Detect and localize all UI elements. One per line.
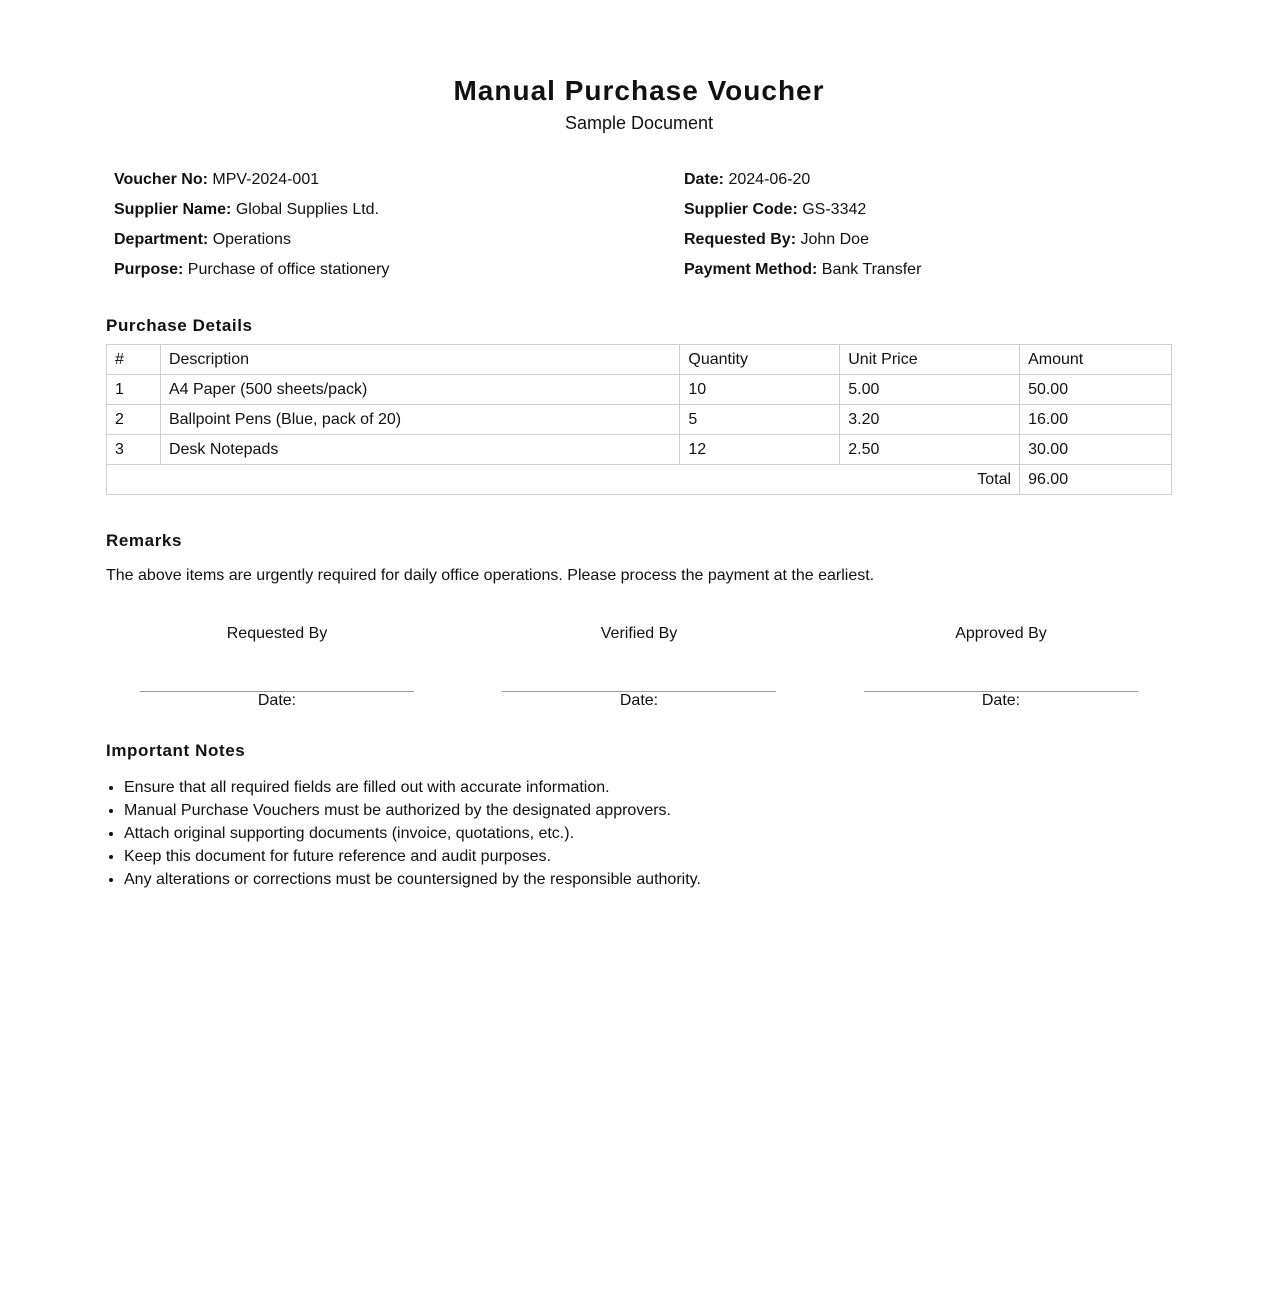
- signature-date-label: Date:: [257, 692, 297, 709]
- purchase-details-table: [106, 344, 1172, 495]
- cell-unit-price: 5.00: [840, 375, 1020, 405]
- table-row: [107, 375, 1172, 405]
- table-row: [107, 435, 1172, 465]
- cell-number: 1: [107, 375, 161, 405]
- purpose-label: Purpose:: [114, 261, 184, 278]
- signature-verified-by: [502, 624, 776, 710]
- cell-amount: 30.00: [1020, 435, 1172, 465]
- supplier-name-label: Supplier Name:: [114, 201, 232, 218]
- column-header-amount: Amount: [1020, 345, 1172, 375]
- purchase-details-heading: Purchase Details: [106, 316, 253, 335]
- cell-quantity: 5: [680, 405, 840, 435]
- page-subtitle: Sample Document: [564, 113, 714, 133]
- date-value: 2024-06-20: [728, 171, 811, 188]
- supplier-code-label: Supplier Code:: [684, 201, 798, 218]
- payment-method-value: Bank Transfer: [821, 261, 922, 278]
- payment-method-field: [684, 260, 921, 280]
- department-value: Operations: [212, 231, 291, 248]
- cell-unit-price: 3.20: [840, 405, 1020, 435]
- cell-description: Desk Notepads: [160, 435, 679, 465]
- cell-quantity: 10: [680, 375, 840, 405]
- purpose-field: [114, 260, 389, 280]
- cell-description: A4 Paper (500 sheets/pack): [160, 375, 679, 405]
- department-field: [114, 230, 291, 250]
- cell-description: Ballpoint Pens (Blue, pack of 20): [160, 405, 679, 435]
- total-value: 96.00: [1020, 465, 1172, 495]
- list-item: • Keep this document for future reference and audit purposes.: [124, 845, 701, 868]
- supplier-name-field: [114, 200, 379, 220]
- cell-number: 2: [107, 405, 161, 435]
- list-item: • Ensure that all required fields are filled out with accurate information.: [124, 776, 701, 799]
- signature-title: Verified By: [600, 625, 678, 642]
- supplier-code-field: [684, 200, 866, 220]
- cell-number: 3: [107, 435, 161, 465]
- list-item: • Manual Purchase Vouchers must be authorized by the designated approvers.: [124, 799, 701, 822]
- signature-approved-by: [864, 624, 1138, 710]
- department-label: Department:: [114, 231, 209, 248]
- remarks-heading: Remarks: [106, 531, 183, 550]
- purpose-value: Purchase of office stationery: [187, 261, 390, 278]
- important-notes-heading: Important Notes: [106, 741, 246, 760]
- supplier-code-value: GS-3342: [802, 201, 867, 218]
- signature-date-label: Date:: [981, 692, 1021, 709]
- cell-amount: 16.00: [1020, 405, 1172, 435]
- list-item: • Attach original supporting documents (invoice, quotations, etc.).: [124, 822, 701, 845]
- requested-by-field: [684, 230, 869, 250]
- total-label: Total: [107, 465, 1020, 495]
- signature-title: Requested By: [226, 625, 328, 642]
- date-field: [684, 170, 810, 190]
- cell-unit-price: 2.50: [840, 435, 1020, 465]
- remarks-text: The above items are urgently required for daily office operations. Please process the payment at the earliest.: [106, 567, 875, 584]
- table-header-row: [107, 345, 1172, 375]
- column-header-unit-price: Unit Price: [840, 345, 1020, 375]
- date-label: Date:: [684, 171, 725, 188]
- payment-method-label: Payment Method:: [684, 261, 818, 278]
- total-row: [107, 465, 1172, 495]
- column-header-number: #: [107, 345, 161, 375]
- voucher-no-value: MPV-2024-001: [212, 171, 320, 188]
- important-notes-list: [106, 776, 701, 891]
- voucher-no-field: [114, 170, 319, 190]
- list-item: • Any alterations or corrections must be countersigned by the responsible authority.: [124, 868, 701, 891]
- table-row: [107, 405, 1172, 435]
- cell-amount: 50.00: [1020, 375, 1172, 405]
- supplier-name-value: Global Supplies Ltd.: [235, 201, 380, 218]
- requested-by-label: Requested By:: [684, 231, 797, 248]
- voucher-no-label: Voucher No:: [114, 171, 208, 188]
- signature-title: Approved By: [955, 625, 1047, 642]
- page-title: Manual Purchase Voucher: [453, 75, 825, 106]
- requested-by-value: John Doe: [800, 231, 869, 248]
- signature-date-label: Date:: [619, 692, 659, 709]
- signature-requested-by: [140, 624, 414, 710]
- cell-quantity: 12: [680, 435, 840, 465]
- column-header-quantity: Quantity: [680, 345, 840, 375]
- column-header-description: Description: [160, 345, 679, 375]
